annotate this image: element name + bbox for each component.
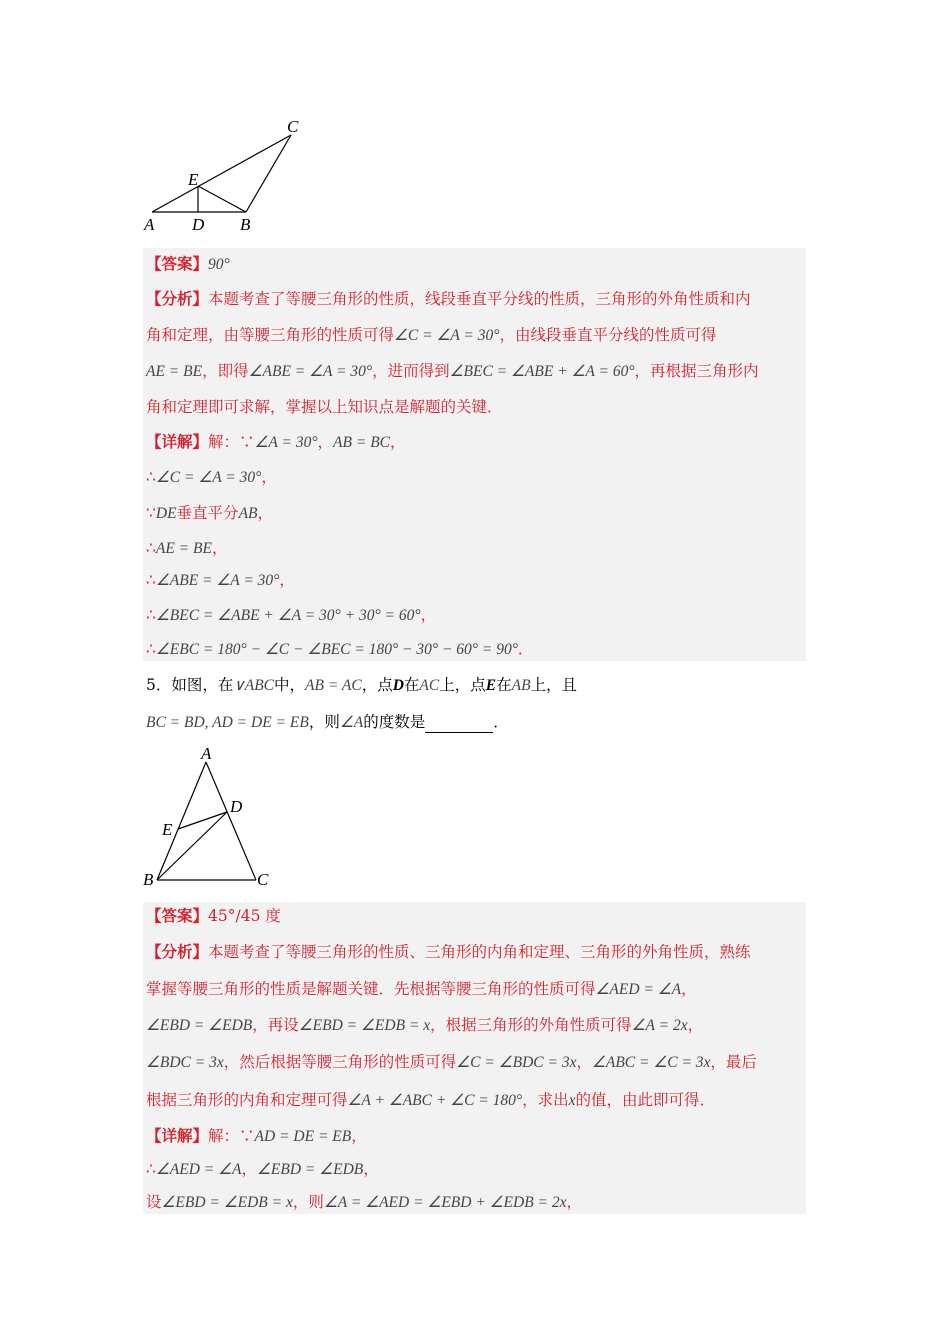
figure-triangle-1 xyxy=(140,112,320,237)
detail-text: ． xyxy=(517,640,534,658)
detail-text: ， xyxy=(390,433,406,451)
detail-text: ， xyxy=(257,504,274,522)
figure-triangle-2 xyxy=(138,740,278,892)
detail5-line-3 xyxy=(146,1192,582,1213)
math-expr: ∠AED = ∠A xyxy=(595,981,682,998)
detail-text: 垂直平分 xyxy=(176,504,239,522)
detail-line-2 xyxy=(146,467,277,488)
question-text: 上，且 xyxy=(530,676,578,694)
because-symbol: ∵ xyxy=(146,504,156,522)
math-expr: AC xyxy=(419,677,440,694)
question-text: ． xyxy=(493,713,509,731)
analysis5-line-1 xyxy=(146,942,751,962)
detail-text: ， xyxy=(261,468,277,486)
math-expr: ∠ABE = ∠A = 30° xyxy=(248,363,373,380)
detail-line-3 xyxy=(146,503,273,524)
math-expr: AD = DE = EB xyxy=(254,1128,352,1145)
analysis-text: 角和定理，由等腰三角形的性质可得 xyxy=(146,326,395,344)
detail-tag: 【详解】 xyxy=(146,1126,209,1145)
answer-blank[interactable] xyxy=(425,716,493,733)
analysis-text: ， xyxy=(576,1053,592,1071)
analysis5-line-3 xyxy=(146,1015,703,1036)
analysis-text: ， xyxy=(681,980,697,998)
math-expr: AB xyxy=(511,677,531,694)
detail-line-7 xyxy=(146,639,533,660)
math-expr: E xyxy=(485,677,497,694)
segment-ac xyxy=(206,762,256,880)
detail-tag: 【详解】 xyxy=(146,432,209,451)
math-expr: ∠A + ∠ABC + ∠C = 180° xyxy=(347,1092,523,1109)
analysis-line-2 xyxy=(146,325,716,346)
question-text: ，则 xyxy=(308,713,340,731)
label-a: A xyxy=(201,744,212,763)
detail5-line-1 xyxy=(146,1126,367,1147)
analysis5-line-4 xyxy=(146,1052,757,1073)
question-text: 上，点 xyxy=(439,676,486,694)
question-text: ，点 xyxy=(361,676,393,694)
math-expr: DE xyxy=(155,505,177,522)
question-5-line-1 xyxy=(146,675,577,696)
label-e: E xyxy=(188,170,199,189)
math-expr: BC = BD, AD = DE = EB xyxy=(146,714,309,731)
math-expr: ∠A xyxy=(339,714,364,731)
math-expr: AB xyxy=(238,505,258,522)
analysis-line-1 xyxy=(146,289,751,309)
analysis-line-4 xyxy=(146,397,503,417)
answer-tag: 【答案】 xyxy=(146,254,209,273)
detail-text: ， xyxy=(211,539,228,557)
detail-text: ， xyxy=(317,433,334,451)
math-expr: x xyxy=(568,1092,576,1109)
label-d: D xyxy=(192,215,205,234)
analysis-text: ，进而得到 xyxy=(372,362,450,380)
detail-text: ， xyxy=(279,571,295,589)
therefore-symbol: ∴ xyxy=(146,571,156,589)
math-expr: ∠EBD = ∠EDB = x xyxy=(298,1017,431,1034)
detail-line-1 xyxy=(146,432,406,453)
figure-1-svg xyxy=(140,112,320,237)
analysis-text: 本题考查了等腰三角形的性质、三角形的内角和定理、三角形的外角性质，熟练 xyxy=(208,943,751,961)
detail-text: ， xyxy=(363,1160,379,1178)
label-e: E xyxy=(162,820,173,839)
analysis-text: ，然后根据等腰三角形的性质可得 xyxy=(223,1053,457,1071)
analysis-text: ，根据三角形的外角性质可得 xyxy=(430,1016,632,1034)
therefore-symbol: ∴ xyxy=(146,1160,156,1178)
analysis-text: ，再根据三角形内 xyxy=(634,362,759,380)
label-b: B xyxy=(143,870,154,889)
math-expr: AB = BC xyxy=(333,434,390,451)
label-c: C xyxy=(287,117,299,136)
analysis-tag: 【分析】 xyxy=(146,942,209,961)
math-expr: AE = BE xyxy=(146,363,203,380)
math-expr: ∠EBD = ∠EDB xyxy=(257,1161,364,1178)
analysis-text: 掌握等腰三角形的性质是解题关键．先根据等腰三角形的性质可得 xyxy=(146,980,596,998)
analysis5-line-5 xyxy=(146,1090,715,1111)
label-d: D xyxy=(230,797,243,816)
detail-line-4 xyxy=(146,538,227,559)
math-expr: ∠C = ∠A = 30° xyxy=(394,327,500,344)
detail-text: ，则 xyxy=(292,1193,324,1211)
answer-line-4 xyxy=(146,254,230,275)
math-expr: D xyxy=(392,677,404,694)
answer-value: 90° xyxy=(208,256,230,273)
question-text: 的度数是 xyxy=(363,713,426,731)
math-expr: ∠EBC = 180° − ∠C − ∠BEC = 180° − 30° − 60° = 90° xyxy=(155,641,518,658)
math-expr: ∠BDC = 3x xyxy=(146,1054,224,1071)
answer-tag: 【答案】 xyxy=(146,906,209,925)
analysis-text: ，再设 xyxy=(252,1016,299,1034)
math-expr: ∠BEC = ∠ABE + ∠A = 60° xyxy=(449,363,635,380)
analysis-text: 本题考查了等腰三角形的性质，线段垂直平分线的性质，三角形的外角性质和内 xyxy=(208,290,751,308)
therefore-symbol: ∴ xyxy=(146,640,156,658)
segment-bc xyxy=(246,135,291,212)
analysis-text: ，求出 xyxy=(522,1091,569,1109)
analysis-text: 的值，由此即可得． xyxy=(575,1091,716,1109)
math-expr: ∠A = ∠AED = ∠EBD + ∠EDB = 2x xyxy=(323,1194,567,1211)
detail-text: ， xyxy=(351,1127,367,1145)
detail-text: 设 xyxy=(146,1193,162,1211)
detail-line-6 xyxy=(146,605,436,626)
detail-text: 解：∵ xyxy=(208,433,255,451)
analysis-text: ，由线段垂直平分线的性质可得 xyxy=(499,326,717,344)
therefore-symbol: ∴ xyxy=(146,606,156,624)
label-a: A xyxy=(144,215,155,234)
analysis5-line-2 xyxy=(146,979,697,1000)
label-b: B xyxy=(240,215,251,234)
detail5-line-2 xyxy=(146,1159,379,1180)
figure-2-svg xyxy=(138,740,278,892)
analysis-tag: 【分析】 xyxy=(146,289,209,308)
math-expr: ∠ABC = ∠C = 3x xyxy=(591,1054,711,1071)
segment-ed xyxy=(178,812,227,829)
math-expr: ∠EBD = ∠EDB = x xyxy=(161,1194,293,1211)
math-expr: ∠A = 30° xyxy=(254,434,318,451)
therefore-symbol: ∴ xyxy=(146,539,156,557)
detail-text: 解：∵ xyxy=(208,1127,255,1145)
math-expr: AE = BE xyxy=(155,540,212,557)
analysis-text: 根据三角形的内角和定理可得 xyxy=(146,1091,348,1109)
detail-text: ， xyxy=(420,606,437,624)
solution-box-4 xyxy=(143,248,806,661)
math-expr: ∠EBD = ∠EDB xyxy=(146,1017,253,1034)
math-expr: ∠BEC = ∠ABE + ∠A = 30° + 30° = 60° xyxy=(155,607,421,624)
analysis-text: ，最后 xyxy=(710,1053,757,1071)
question-text: 在 xyxy=(496,676,512,694)
question-text: 在 xyxy=(403,676,420,694)
math-expr: ∨ABC xyxy=(233,677,274,694)
analysis-text: ， xyxy=(687,1016,704,1034)
answer-line-5 xyxy=(146,906,281,926)
answer-value: 45°/45 度 xyxy=(208,907,281,925)
segment-ac xyxy=(152,135,291,212)
math-expr: ∠C = ∠A = 30° xyxy=(155,469,262,486)
analysis-text: ，即得 xyxy=(202,362,249,380)
math-expr: ∠A = 2x xyxy=(631,1017,688,1034)
math-expr: ∠C = ∠BDC = 3x xyxy=(456,1054,577,1071)
question-text: 5．如图，在 xyxy=(146,676,234,694)
segment-eb xyxy=(198,186,246,212)
label-c: C xyxy=(257,870,269,889)
detail-line-5 xyxy=(146,570,295,591)
analysis-line-3 xyxy=(146,361,759,382)
detail-text: ， xyxy=(566,1193,583,1211)
math-expr: ∠ABE = ∠A = 30° xyxy=(155,572,280,589)
detail-text: ， xyxy=(241,1160,257,1178)
therefore-symbol: ∴ xyxy=(146,468,156,486)
question-5-line-2 xyxy=(146,712,509,733)
question-text: 中， xyxy=(274,676,306,694)
math-expr: AB = AC xyxy=(305,677,362,694)
analysis-text: 角和定理即可求解，掌握以上知识点是解题的关键． xyxy=(146,398,503,416)
math-expr: ∠AED = ∠A xyxy=(155,1161,242,1178)
